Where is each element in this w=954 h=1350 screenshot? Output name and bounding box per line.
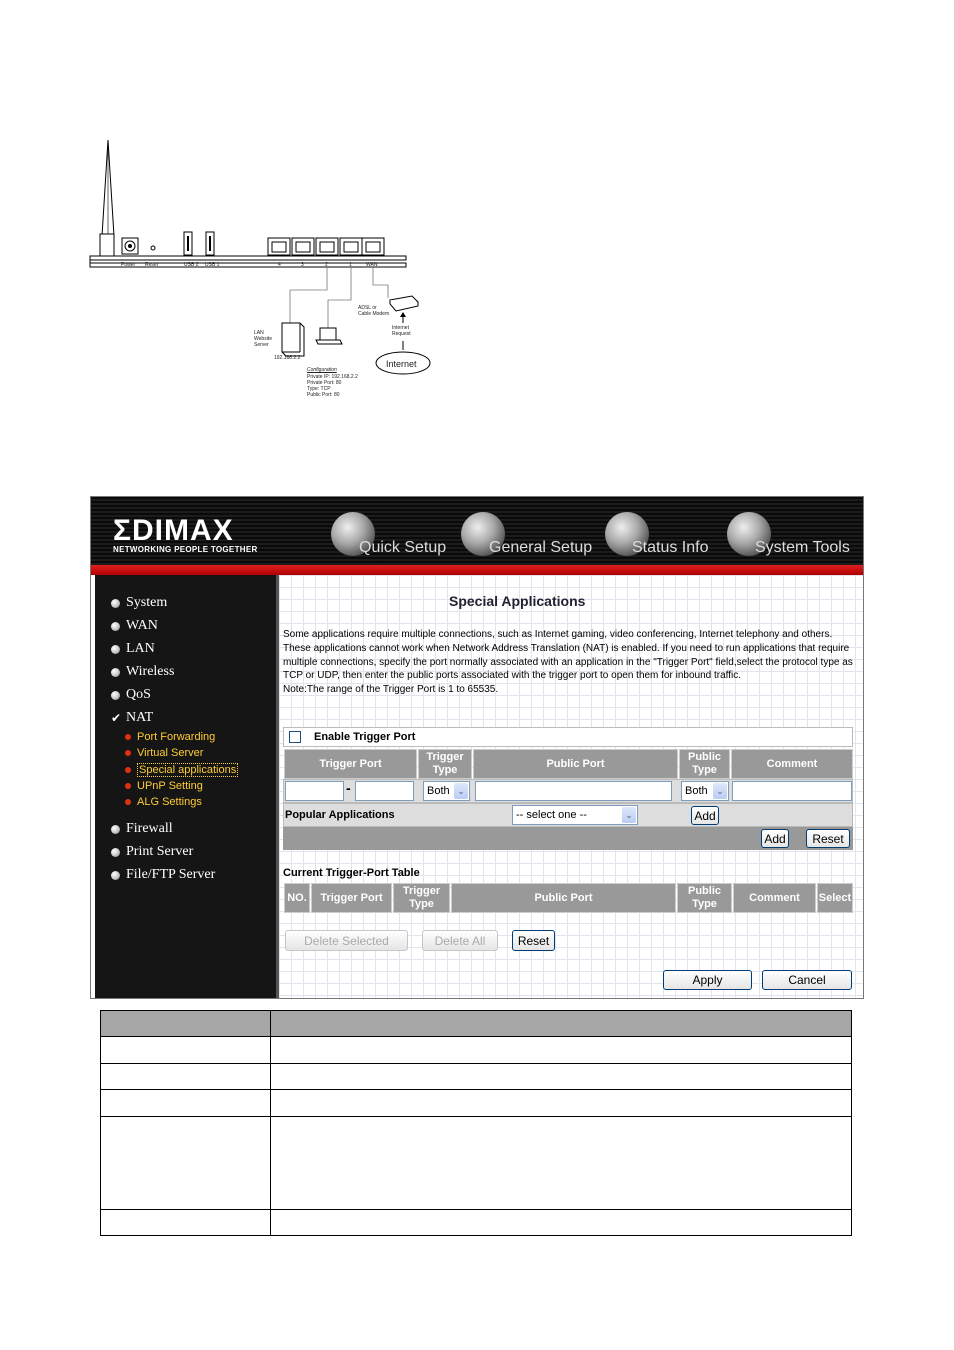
public-type-value: Both bbox=[685, 785, 708, 797]
request-label: Internet Request bbox=[392, 325, 411, 337]
router-connection-illustration bbox=[88, 138, 433, 408]
radio-bullet-icon bbox=[111, 691, 120, 700]
add-popular-button[interactable]: Add bbox=[691, 806, 719, 825]
description-text: Some applications require multiple connections, such as Internet gaming, video conferencing, Internet telephony and others. These applications cannot work when Network Address Translation (NAT) is enabled. If you need to run applications that require multiple connections, specify the port normally associated with an application in the "Trigger Port" field,select the protocol type as TCP or UDP, then enter the public ports associated with the trigger port to open them for inbound traffic. bbox=[283, 629, 853, 682]
table-cell bbox=[101, 1210, 271, 1236]
config-line: Public Port: 80 bbox=[307, 392, 340, 398]
port-label-usb1: USB 1 bbox=[205, 262, 220, 268]
internet-label: Internet bbox=[386, 359, 417, 369]
trigger-port-end-input[interactable] bbox=[355, 781, 414, 801]
table-cell bbox=[101, 1117, 271, 1210]
comment-input[interactable] bbox=[732, 781, 852, 801]
table-row bbox=[101, 1210, 852, 1236]
header-comment: Comment bbox=[731, 749, 853, 779]
chevron-down-icon: ⌄ bbox=[454, 783, 468, 799]
port-label-power: Power bbox=[121, 262, 136, 268]
submenu-alg-settings[interactable]: ALG Settings bbox=[125, 796, 202, 808]
sidebar-item-system[interactable]: System bbox=[111, 595, 167, 611]
trigger-type-select[interactable] bbox=[423, 781, 470, 801]
modem-label: ADSL or Cable Modem bbox=[358, 305, 390, 317]
table-cell bbox=[101, 1037, 271, 1064]
public-type-select[interactable] bbox=[681, 781, 729, 801]
enable-trigger-checkbox[interactable] bbox=[289, 731, 301, 743]
red-dot-icon bbox=[125, 767, 131, 773]
radio-bullet-icon bbox=[111, 645, 120, 654]
chevron-down-icon: ⌄ bbox=[713, 783, 727, 799]
enable-row bbox=[283, 727, 853, 747]
sidebar-item-firewall[interactable]: Firewall bbox=[111, 821, 173, 837]
sidebar-item-nat[interactable]: ✔ NAT bbox=[111, 710, 154, 725]
page-title: Special Applications bbox=[449, 593, 586, 609]
port-label-2: 2 bbox=[325, 262, 328, 268]
submenu-port-forwarding[interactable]: Port Forwarding bbox=[125, 731, 215, 743]
config-line: Private IP: 192.168.2.2 bbox=[307, 374, 358, 380]
port-label-3: 3 bbox=[301, 262, 304, 268]
table-header-trigger-type: Trigger Type bbox=[393, 883, 450, 913]
table-cell bbox=[101, 1011, 271, 1037]
popular-apps-value: -- select one -- bbox=[516, 809, 587, 821]
table-row bbox=[101, 1090, 852, 1117]
sidebar-item-lan[interactable]: LAN bbox=[111, 641, 155, 657]
trigger-type-value: Both bbox=[427, 785, 450, 797]
table-header-no: NO. bbox=[284, 883, 310, 913]
sidebar bbox=[95, 575, 279, 998]
range-separator: - bbox=[346, 780, 351, 796]
sidebar-item-qos[interactable]: QoS bbox=[111, 687, 151, 703]
radio-bullet-icon bbox=[111, 599, 120, 608]
table-header-comment: Comment bbox=[733, 883, 816, 913]
table-cell bbox=[270, 1064, 851, 1090]
sidebar-item-wan[interactable]: WAN bbox=[111, 618, 158, 634]
table-cell bbox=[270, 1090, 851, 1117]
table-cell bbox=[101, 1090, 271, 1117]
sidebar-item-print-server[interactable]: Print Server bbox=[111, 844, 193, 860]
table-cell bbox=[270, 1117, 851, 1210]
table-cell bbox=[270, 1037, 851, 1064]
enable-trigger-label: Enable Trigger Port bbox=[314, 731, 416, 743]
radio-bullet-icon bbox=[111, 871, 120, 880]
table-header-select: Select bbox=[817, 883, 853, 913]
cancel-button[interactable]: Cancel bbox=[762, 970, 852, 990]
reset-table-button[interactable]: Reset bbox=[512, 930, 555, 951]
logo-tagline: NETWORKING PEOPLE TOGETHER bbox=[113, 545, 258, 554]
port-label-usb2: USB 2 bbox=[184, 262, 199, 268]
current-table-title: Current Trigger-Port Table bbox=[283, 867, 420, 879]
lan-server-label: LAN Website Server bbox=[254, 330, 272, 348]
header-banner bbox=[91, 497, 863, 565]
nav-system-tools[interactable]: System Tools bbox=[755, 539, 850, 556]
config-line: Type: TCP bbox=[307, 386, 331, 392]
delete-all-button[interactable]: Delete All bbox=[422, 930, 498, 951]
nav-quick-setup[interactable]: Quick Setup bbox=[359, 539, 447, 556]
checkmark-icon: ✔ bbox=[111, 710, 122, 725]
port-label-wan: WAN bbox=[366, 262, 378, 268]
red-dot-icon bbox=[125, 783, 131, 789]
radio-bullet-icon bbox=[111, 825, 120, 834]
sidebar-item-file-ftp-server[interactable]: File/FTP Server bbox=[111, 867, 215, 883]
config-line: Private Port: 80 bbox=[307, 380, 342, 386]
radio-bullet-icon bbox=[111, 848, 120, 857]
nav-general-setup[interactable]: General Setup bbox=[489, 539, 593, 556]
public-port-input[interactable] bbox=[475, 781, 672, 801]
port-label-reset: Reset bbox=[145, 262, 159, 268]
table-header-row bbox=[101, 1011, 852, 1037]
port-label-4: 4 bbox=[278, 262, 281, 268]
config-title: Configuration bbox=[307, 367, 337, 373]
table-header-public-type: Public Type bbox=[677, 883, 732, 913]
router-diagram bbox=[88, 138, 433, 408]
sidebar-item-wireless[interactable]: Wireless bbox=[111, 664, 174, 680]
popular-apps-label: Popular Applications bbox=[285, 809, 395, 821]
chevron-down-icon: ⌄ bbox=[622, 807, 636, 823]
router-admin-screenshot bbox=[90, 496, 864, 999]
header-public-port: Public Port bbox=[473, 749, 678, 779]
trigger-port-start-input[interactable] bbox=[285, 781, 344, 801]
table-row bbox=[101, 1117, 852, 1210]
header-trigger-port: Trigger Port bbox=[284, 749, 417, 779]
submenu-virtual-server[interactable]: Virtual Server bbox=[125, 747, 203, 759]
header-public-type: Public Type bbox=[679, 749, 730, 779]
delete-selected-button[interactable]: Delete Selected bbox=[285, 930, 408, 951]
table-cell bbox=[270, 1210, 851, 1236]
reset-button[interactable]: Reset bbox=[806, 829, 850, 848]
header-trigger-type: Trigger Type bbox=[418, 749, 472, 779]
table-cell bbox=[270, 1011, 851, 1037]
table-row bbox=[101, 1037, 852, 1064]
table-header-trigger-port: Trigger Port bbox=[311, 883, 392, 913]
add-button[interactable]: Add bbox=[761, 829, 789, 848]
edimax-logo: ΣDIMAX bbox=[113, 514, 234, 547]
main-content bbox=[279, 575, 863, 998]
radio-bullet-icon bbox=[111, 668, 120, 677]
submenu-upnp-setting[interactable]: UPnP Setting bbox=[125, 780, 203, 792]
apply-button[interactable]: Apply bbox=[663, 970, 752, 990]
radio-bullet-icon bbox=[111, 622, 120, 631]
lan-server-ip: 192.168.2.2 bbox=[274, 355, 301, 361]
table-row bbox=[101, 1064, 852, 1090]
nav-status-info[interactable]: Status Info bbox=[632, 539, 709, 556]
red-dot-icon bbox=[125, 734, 131, 740]
red-dot-icon bbox=[125, 750, 131, 756]
red-dot-icon bbox=[125, 799, 131, 805]
submenu-special-applications[interactable]: Special applications bbox=[125, 763, 238, 777]
table-cell bbox=[101, 1064, 271, 1090]
page-description bbox=[283, 628, 855, 697]
port-label-1: 1 bbox=[349, 262, 352, 268]
table-header-public-port: Public Port bbox=[451, 883, 676, 913]
note-text: Note:The range of the Trigger Port is 1 to 65535. bbox=[283, 684, 499, 696]
header-red-bar bbox=[91, 565, 863, 575]
popular-apps-select[interactable] bbox=[512, 805, 638, 825]
parameter-table bbox=[100, 1010, 852, 1236]
